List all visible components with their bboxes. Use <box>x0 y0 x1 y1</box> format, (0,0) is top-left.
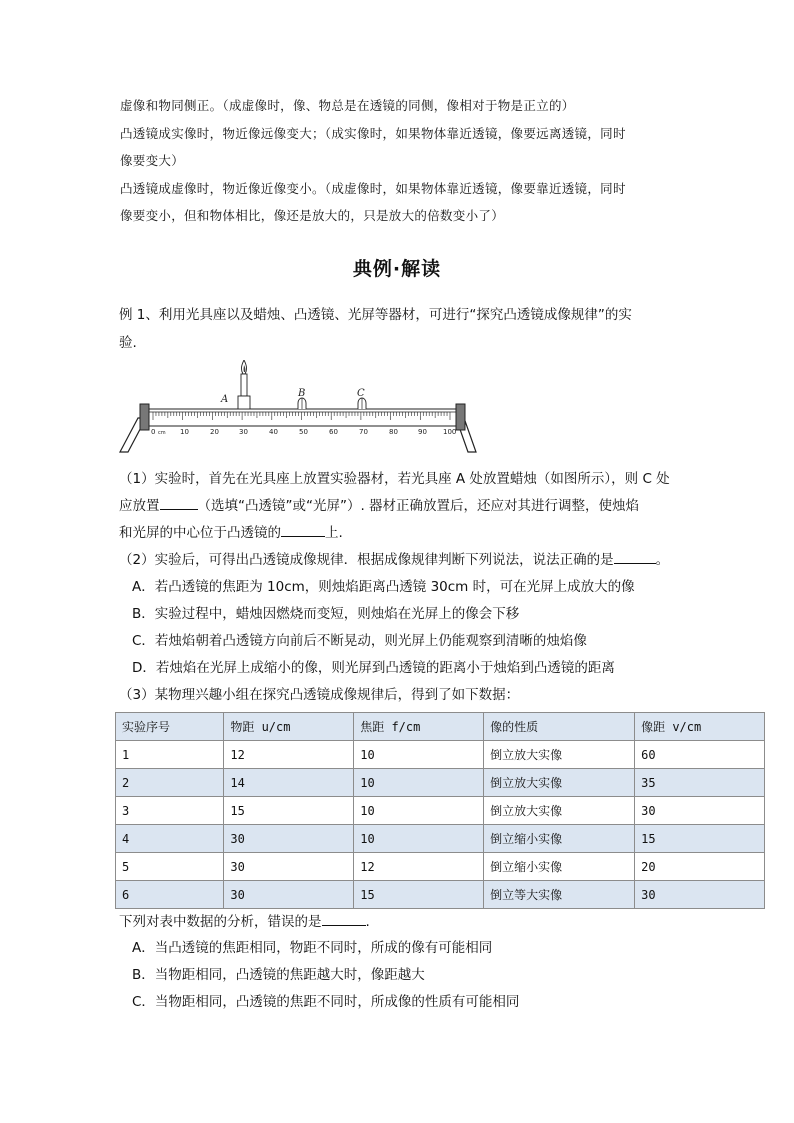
q2-stem <box>119 551 669 569</box>
q3-option-c: C．当物距相同，凸透镜的焦距不同时，所成像的性质有可能相同 <box>132 994 520 1010</box>
tick-label-100: 100 <box>443 428 457 436</box>
bench-left-end <box>140 404 149 430</box>
q1-line-3-post: 上. <box>325 525 343 541</box>
q1-line-3-pre: 和光屏的中心位于凸透镜的 <box>119 525 281 541</box>
intro-line-4: 凸透镜成虚像时，物近像近像变小。（成虚像时，如果物体靠近透镜，像要靠近透镜，同时 <box>120 181 626 196</box>
table-cell: 1 <box>116 741 224 769</box>
table-cell: 30 <box>224 881 354 909</box>
table-cell: 10 <box>354 741 484 769</box>
table-cell: 倒立缩小实像 <box>484 853 635 881</box>
label-b: B <box>298 388 306 399</box>
section-title: 典例·解读 <box>352 258 442 280</box>
q2-option-b: B．实验过程中，蜡烛因燃烧而变短，则烛焰在光屏上的像会下移 <box>132 606 520 622</box>
table-cell: 倒立缩小实像 <box>484 825 635 853</box>
table-cell: 10 <box>354 769 484 797</box>
table-cell: 30 <box>635 881 765 909</box>
q2-blank[interactable] <box>614 551 656 564</box>
table-row <box>116 769 765 797</box>
table-cell: 35 <box>635 769 765 797</box>
table-row <box>116 881 765 909</box>
table-cell: 6 <box>116 881 224 909</box>
q1-line-3 <box>119 524 343 542</box>
intro-line-5: 像要变小，但和物体相比，像还是放大的，只是放大的倍数变小了） <box>120 208 505 223</box>
label-a: A <box>221 394 229 405</box>
tick-label-70: 70 <box>359 428 368 436</box>
tick-label-unit: cm <box>158 430 166 436</box>
table-cell: 2 <box>116 769 224 797</box>
q2-option-c: C．若烛焰朝着凸透镜方向前后不断晃动，则光屏上仍能观察到清晰的烛焰像 <box>132 633 587 649</box>
tick-label-10: 10 <box>180 428 189 436</box>
table-cell: 14 <box>224 769 354 797</box>
table-cell: 20 <box>635 853 765 881</box>
q2-stem-post: 。 <box>655 552 670 568</box>
table-cell: 倒立等大实像 <box>484 881 635 909</box>
table-header-cell: 像距 v/cm <box>635 713 765 741</box>
bench-tick-labels <box>151 428 456 436</box>
bench-right-end <box>456 404 465 430</box>
intro-line-2: 凸透镜成实像时，物近像远像变大；（成实像时，如果物体靠近透镜，像要远离透镜，同时 <box>120 126 626 141</box>
intro-line-1: 虚像和物同侧正。（成虚像时，像、物总是在透镜的同侧，像相对于物是正立的） <box>120 98 575 113</box>
q2-stem-pre: （2）实验后，可得出凸透镜成像规律．根据成像规律判断下列说法，说法正确的是 <box>119 552 614 568</box>
holder-at-c <box>358 398 366 409</box>
q3-option-b: B．当物距相同，凸透镜的焦距越大时，像距越大 <box>132 967 425 983</box>
table-cell: 15 <box>354 881 484 909</box>
q3-analysis-pre: 下列对表中数据的分析，错误的是 <box>119 914 322 930</box>
q1-line-1: （1）实验时，首先在光具座上放置实验器材，若光具座 A 处放置蜡烛（如图所示），则 C 处 <box>119 471 670 487</box>
tick-label-50: 50 <box>299 428 308 436</box>
table-cell: 倒立放大实像 <box>484 741 635 769</box>
example-1-line-1: 例 1、利用光具座以及蜡烛、凸透镜、光屏等器材，可进行“探究凸透镜成像规律”的实 <box>119 307 632 323</box>
tick-label-0: 0 <box>151 428 156 436</box>
table-cell: 倒立放大实像 <box>484 769 635 797</box>
label-c: C <box>357 388 365 399</box>
table-header-row <box>116 713 765 741</box>
tick-label-90: 90 <box>418 428 427 436</box>
table-cell: 12 <box>224 741 354 769</box>
table-cell: 5 <box>116 853 224 881</box>
table-cell: 30 <box>224 825 354 853</box>
candle-at-a <box>238 360 250 409</box>
table-cell: 60 <box>635 741 765 769</box>
q3-analysis-post: . <box>365 914 370 930</box>
table-cell: 4 <box>116 825 224 853</box>
q1-blank-1[interactable] <box>160 497 198 510</box>
table-cell: 15 <box>635 825 765 853</box>
tick-label-20: 20 <box>210 428 219 436</box>
q3-option-a: A．当凸透镜的焦距相同，物距不同时，所成的像有可能相同 <box>132 940 493 956</box>
table-header-cell: 焦距 f/cm <box>354 713 484 741</box>
table-row <box>116 825 765 853</box>
q1-blank-2[interactable] <box>281 524 325 537</box>
table-cell: 30 <box>224 853 354 881</box>
table-cell: 倒立放大实像 <box>484 797 635 825</box>
optical-bench-figure <box>118 360 478 460</box>
q2-option-d: D．若烛焰在光屏上成缩小的像，则光屏到凸透镜的距离小于烛焰到凸透镜的距离 <box>132 660 615 676</box>
table-row <box>116 853 765 881</box>
table-cell: 3 <box>116 797 224 825</box>
data-table <box>115 712 765 909</box>
q2-option-a: A．若凸透镜的焦距为 10cm，则烛焰距离凸透镜 30cm 时，可在光屏上成放大的像 <box>132 579 635 595</box>
example-1-line-2: 验. <box>119 335 137 351</box>
table-cell: 12 <box>354 853 484 881</box>
q3-stem: （3）某物理兴趣小组在探究凸透镜成像规律后，得到了如下数据： <box>119 687 520 703</box>
table-header-cell: 实验序号 <box>116 713 224 741</box>
tick-label-60: 60 <box>329 428 338 436</box>
tick-label-40: 40 <box>269 428 278 436</box>
table-cell: 10 <box>354 797 484 825</box>
holder-at-b <box>298 398 306 409</box>
tick-label-30: 30 <box>239 428 248 436</box>
q1-line-2 <box>119 497 639 515</box>
table-header-cell: 像的性质 <box>484 713 635 741</box>
q1-line-2-pre: 应放置 <box>119 498 160 514</box>
table-header-cell: 物距 u/cm <box>224 713 354 741</box>
tick-label-80: 80 <box>389 428 398 436</box>
q3-blank[interactable] <box>322 913 366 926</box>
table-cell: 30 <box>635 797 765 825</box>
table-cell: 10 <box>354 825 484 853</box>
q1-line-2-post: （选填“凸透镜”或“光屏”）. 器材正确放置后，还应对其进行调整，使烛焰 <box>197 498 640 514</box>
bench-rail <box>149 409 456 426</box>
table-row <box>116 741 765 769</box>
q3-analysis-stem <box>119 913 370 931</box>
intro-line-3: 像要变大） <box>120 153 185 168</box>
table-row <box>116 797 765 825</box>
table-cell: 15 <box>224 797 354 825</box>
